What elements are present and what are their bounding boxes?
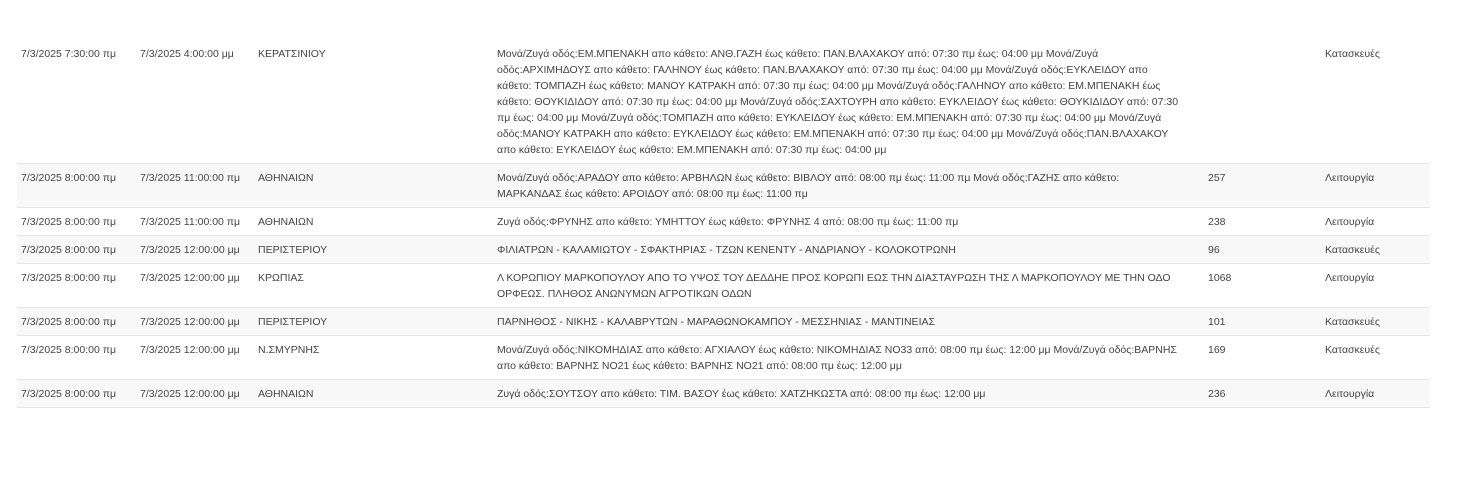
type-cell: Λειτουργία <box>1321 164 1430 208</box>
type-cell: Κατασκευές <box>1321 336 1430 380</box>
table-row <box>17 40 1430 164</box>
description-cell: Ζυγά οδός:ΦΡΥΝΗΣ απο κάθετο: ΥΜΗΤΤΟΥ έως κάθετο: ΦΡΥΝΗΣ 4 από: 08:00 πμ έως: 11:00 πμ <box>493 208 1204 236</box>
table-row <box>17 336 1430 380</box>
number-cell: 257 <box>1204 164 1321 208</box>
end-time-cell: 7/3/2025 11:00:00 πμ <box>136 164 254 208</box>
description-cell: Λ ΚΟΡΩΠΙΟΥ ΜΑΡΚΟΠΟΥΛΟΥ ΑΠΟ ΤΟ ΥΨΟΣ ΤΟΥ ΔΕΔΔΗΕ ΠΡΟΣ ΚΟΡΩΠΙ ΕΩΣ ΤΗΝ ΔΙΑΣΤΑΥΡΩΣΗ ΤΗΣ Λ ΜΑΡΚΟΠΟΥΛΟΥ ΜΕ ΤΗΝ ΟΔΟ ΟΡΦΕΩΣ. ΠΛΗΘΟΣ ΑΝΩΝΥΜΩΝ ΑΓΡΟΤΙΚΩΝ ΟΔΩΝ <box>493 264 1204 308</box>
end-time-cell: 7/3/2025 12:00:00 μμ <box>136 308 254 336</box>
end-time-cell: 7/3/2025 12:00:00 μμ <box>136 336 254 380</box>
municipality-cell: ΑΘΗΝΑΙΩΝ <box>254 164 493 208</box>
municipality-cell: ΠΕΡΙΣΤΕΡΙΟΥ <box>254 236 493 264</box>
description-cell: Μονά/Ζυγά οδός:ΝΙΚΟΜΗΔΙΑΣ απο κάθετο: ΑΓΧΙΑΛΟΥ έως κάθετο: ΝΙΚΟΜΗΔΙΑΣ ΝΟ33 από: 08:00 πμ έως: 12:00 μμ Μονά/Ζυγά οδός:ΒΑΡΝΗΣ απο κάθετο: ΒΑΡΝΗΣ ΝΟ21 έως κάθετο: ΒΑΡΝΗΣ ΝΟ21 από: 08:00 πμ έως: 12:00 μμ <box>493 336 1204 380</box>
end-time-cell: 7/3/2025 12:00:00 μμ <box>136 380 254 408</box>
outages-table-body <box>17 40 1430 408</box>
municipality-cell: ΑΘΗΝΑΙΩΝ <box>254 208 493 236</box>
end-time-cell: 7/3/2025 12:00:00 μμ <box>136 264 254 308</box>
number-cell: 1068 <box>1204 264 1321 308</box>
municipality-cell: ΚΡΩΠΙΑΣ <box>254 264 493 308</box>
table-row <box>17 164 1430 208</box>
type-cell: Κατασκευές <box>1321 40 1430 164</box>
start-time-cell: 7/3/2025 8:00:00 πμ <box>17 264 136 308</box>
number-cell: 101 <box>1204 308 1321 336</box>
municipality-cell: ΑΘΗΝΑΙΩΝ <box>254 380 493 408</box>
end-time-cell: 7/3/2025 11:00:00 πμ <box>136 208 254 236</box>
number-cell: 236 <box>1204 380 1321 408</box>
description-cell: Μονά/Ζυγά οδός:ΑΡΑΔΟΥ απο κάθετο: ΑΡΒΗΛΩΝ έως κάθετο: ΒΙΒΛΟΥ από: 08:00 πμ έως: 11:00 πμ Μονά οδός:ΓΑΖΗΣ απο κάθετο: ΜΑΡΚΑΝΔΑΣ έως κάθετο: ΑΡΟΙΔΟΥ από: 08:00 πμ έως: 11:00 πμ <box>493 164 1204 208</box>
description-cell: Ζυγά οδός:ΣΟΥΤΣΟΥ απο κάθετο: ΤΙΜ. ΒΑΣΟΥ έως κάθετο: ΧΑΤΖΗΚΩΣΤΑ από: 08:00 πμ έως: 12:00 μμ <box>493 380 1204 408</box>
description-cell: Μονά/Ζυγά οδός:ΕΜ.ΜΠΕΝΑΚΗ απο κάθετο: ΑΝΘ.ΓΑΖΗ έως κάθετο: ΠΑΝ.ΒΛΑΧΑΚΟΥ από: 07:30 πμ έως: 04:00 μμ Μονά/Ζυγά οδός:ΑΡΧΙΜΗΔΟΥΣ απο κάθετο: ΓΑΛΗΝΟΥ έως κάθετο: ΠΑΝ.ΒΛΑΧΑΚΟΥ από: 07:30 πμ έως: 04:00 μμ Μονά/Ζυγά οδός:ΕΥΚΛΕΙΔΟΥ απο κάθετο: ΤΟΜΠΑΖΗ έως κάθετο: ΜΑΝΟΥ ΚΑΤΡΑΚΗ από: 07:30 πμ έως: 04:00 μμ Μονά/Ζυγά οδός:ΓΑΛΗΝΟΥ απο κάθετο: ΕΜ.ΜΠΕΝΑΚΗ έως κάθετο: ΘΟΥΚΙΔΙΔΟΥ από: 07:30 πμ έως: 04:00 μμ Μονά/Ζυγά οδός:ΣΑΧΤΟΥΡΗ απο κάθετο: ΕΥΚΛΕΙΔΟΥ έως κάθετο: ΘΟΥΚΙΔΙΔΟΥ από: 07:30 πμ έως: 04:00 μμ Μονά/Ζυγά οδός:ΤΟΜΠΑΖΗ απο κάθετο: ΕΥΚΛΕΙΔΟΥ έως κάθετο: ΕΜ.ΜΠΕΝΑΚΗ από: 07:30 πμ έως: 04:00 μμ Μονά/Ζυγά οδός:ΜΑΝΟΥ ΚΑΤΡΑΚΗ απο κάθετο: ΕΥΚΛΕΙΔΟΥ έως κάθετο: ΕΜ.ΜΠΕΝΑΚΗ από: 07:30 πμ έως: 04:00 μμ Μονά/Ζυγά οδός:ΠΑΝ.ΒΛΑΧΑΚΟΥ απο κάθετο: ΕΥΚΛΕΙΔΟΥ έως κάθετο: ΕΜ.ΜΠΕΝΑΚΗ από: 07:30 πμ έως: 04:00 μμ <box>493 40 1204 164</box>
municipality-cell: ΚΕΡΑΤΣΙΝΙΟΥ <box>254 40 493 164</box>
type-cell: Λειτουργία <box>1321 208 1430 236</box>
table-row <box>17 208 1430 236</box>
table-row <box>17 308 1430 336</box>
start-time-cell: 7/3/2025 8:00:00 πμ <box>17 336 136 380</box>
start-time-cell: 7/3/2025 7:30:00 πμ <box>17 40 136 164</box>
type-cell: Λειτουργία <box>1321 264 1430 308</box>
start-time-cell: 7/3/2025 8:00:00 πμ <box>17 164 136 208</box>
type-cell: Κατασκευές <box>1321 308 1430 336</box>
municipality-cell: ΠΕΡΙΣΤΕΡΙΟΥ <box>254 308 493 336</box>
number-cell <box>1204 40 1321 164</box>
table-row <box>17 236 1430 264</box>
number-cell: 238 <box>1204 208 1321 236</box>
number-cell: 169 <box>1204 336 1321 380</box>
outages-table-container <box>17 40 1430 408</box>
start-time-cell: 7/3/2025 8:00:00 πμ <box>17 380 136 408</box>
table-row <box>17 380 1430 408</box>
outages-table <box>17 40 1430 408</box>
number-cell: 96 <box>1204 236 1321 264</box>
end-time-cell: 7/3/2025 12:00:00 μμ <box>136 236 254 264</box>
end-time-cell: 7/3/2025 4:00:00 μμ <box>136 40 254 164</box>
type-cell: Κατασκευές <box>1321 236 1430 264</box>
municipality-cell: Ν.ΣΜΥΡΝΗΣ <box>254 336 493 380</box>
table-row <box>17 264 1430 308</box>
start-time-cell: 7/3/2025 8:00:00 πμ <box>17 208 136 236</box>
start-time-cell: 7/3/2025 8:00:00 πμ <box>17 308 136 336</box>
start-time-cell: 7/3/2025 8:00:00 πμ <box>17 236 136 264</box>
description-cell: ΠΑΡΝΗΘΟΣ - ΝΙΚΗΣ - ΚΑΛΑΒΡΥΤΩΝ - ΜΑΡΑΘΩΝΟΚΑΜΠΟΥ - ΜΕΣΣΗΝΙΑΣ - ΜΑΝΤΙΝΕΙΑΣ <box>493 308 1204 336</box>
description-cell: ΦΙΛΙΑΤΡΩΝ - ΚΑΛΑΜΙΩΤΟΥ - ΣΦΑΚΤΗΡΙΑΣ - ΤΖΩΝ ΚΕΝΕΝΤΥ - ΑΝΔΡΙΑΝΟΥ - ΚΟΛΟΚΟΤΡΩΝΗ <box>493 236 1204 264</box>
type-cell: Λειτουργία <box>1321 380 1430 408</box>
